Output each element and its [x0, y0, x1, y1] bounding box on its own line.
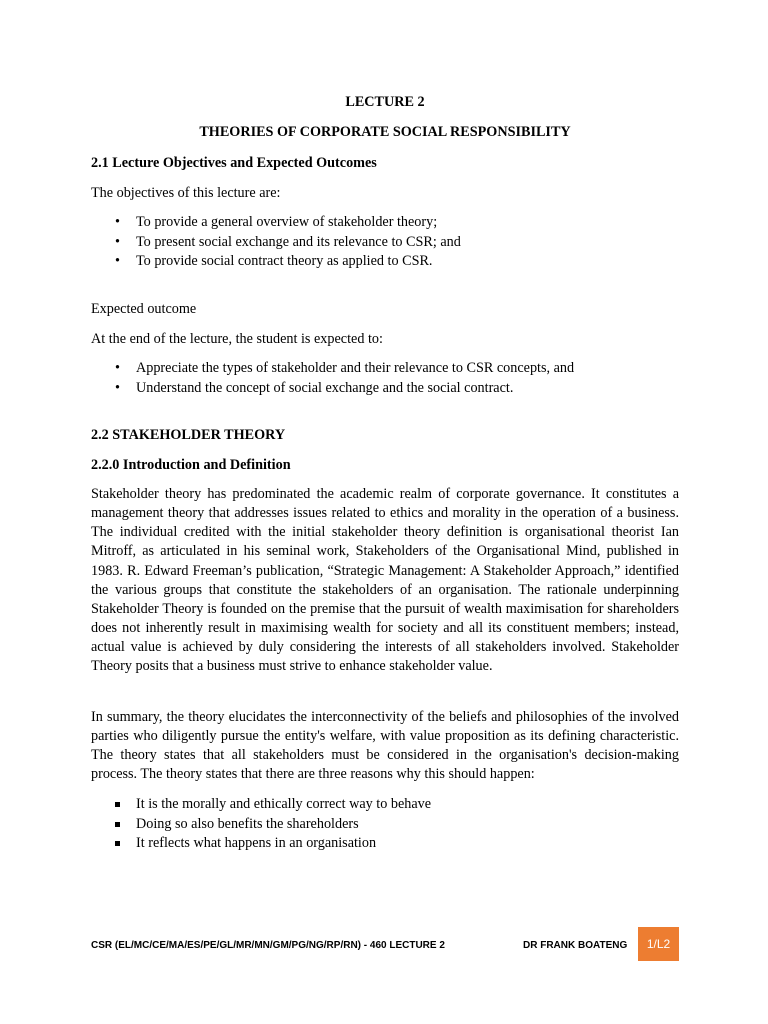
page-number-badge: 1/L2 [638, 927, 679, 961]
list-item: Doing so also benefits the shareholders [91, 815, 679, 835]
list-item: • Appreciate the types of stakeholder and their relevance to CSR concepts, and [91, 359, 679, 379]
list-item: It is the morally and ethically correct way to behave [91, 795, 679, 815]
reasons-list [91, 795, 679, 854]
section-heading-stakeholder-theory: 2.2 STAKEHOLDER THEORY [91, 427, 286, 443]
footer-course-code: CSR (EL/MC/CE/MA/ES/PE/GL/MR/MN/GM/PG/NG/RP/RN) - 460 LECTURE 2 [91, 940, 445, 951]
list-item: • To provide social contract theory as applied to CSR. [91, 252, 679, 272]
list-item: • To present social exchange and its relevance to CSR; and [91, 233, 679, 253]
section-heading-objectives: 2.1 Lecture Objectives and Expected Outcomes [91, 155, 377, 171]
list-item: • To provide a general overview of stakeholder theory; [91, 213, 679, 233]
expected-outcome-intro: At the end of the lecture, the student is expected to: [91, 331, 383, 347]
lecture-title: THEORIES OF CORPORATE SOCIAL RESPONSIBILITY [199, 124, 571, 140]
objectives-list [91, 213, 679, 272]
expected-outcome-label: Expected outcome [91, 301, 197, 317]
objectives-intro: The objectives of this lecture are: [91, 185, 281, 201]
list-item: • Understand the concept of social exchange and the social contract. [91, 379, 679, 399]
subsection-heading-introduction: 2.2.0 Introduction and Definition [91, 457, 291, 473]
paragraph-summary: In summary, the theory elucidates the interconnectivity of the beliefs and philosophies of the involved parties who diligently pursue the entity's welfare, with value proposition as its defining characteristic. The theory states that all stakeholders must be considered in the organisation's decision-making process. The theory states that there are three reasons why this should happen: [91, 709, 679, 783]
paragraph-stakeholder-definition: Stakeholder theory has predominated the academic realm of corporate governance. It constitutes a management theory that addresses issues related to ethics and morality in the operation of a business. The individual credited with the initial stakeholder theory definition is organisational theorist Ian Mitroff, as articulated in his seminal work, Stakeholders of the Organisational Mind, published in 1983. R. Edward Freeman’s publication, “Strategic Management: A Stakeholder Approach,” identified the various groups that constitute the stakeholders of an organisation. The rationale underpinning Stakeholder Theory is founded on the premise that the pursuit of wealth maximisation for shareholders does not inherently result in maximising wealth for society and all its constituent members; instead, actual value is achieved by duly considering the interests of all stakeholders involved. Stakeholder Theory posits that a business must strive to enhance stakeholder value. [91, 486, 679, 675]
footer-author: DR FRANK BOATENG [523, 940, 628, 951]
list-item: It reflects what happens in an organisation [91, 834, 679, 854]
outcomes-list [91, 359, 679, 398]
lecture-number-heading: LECTURE 2 [345, 94, 425, 110]
